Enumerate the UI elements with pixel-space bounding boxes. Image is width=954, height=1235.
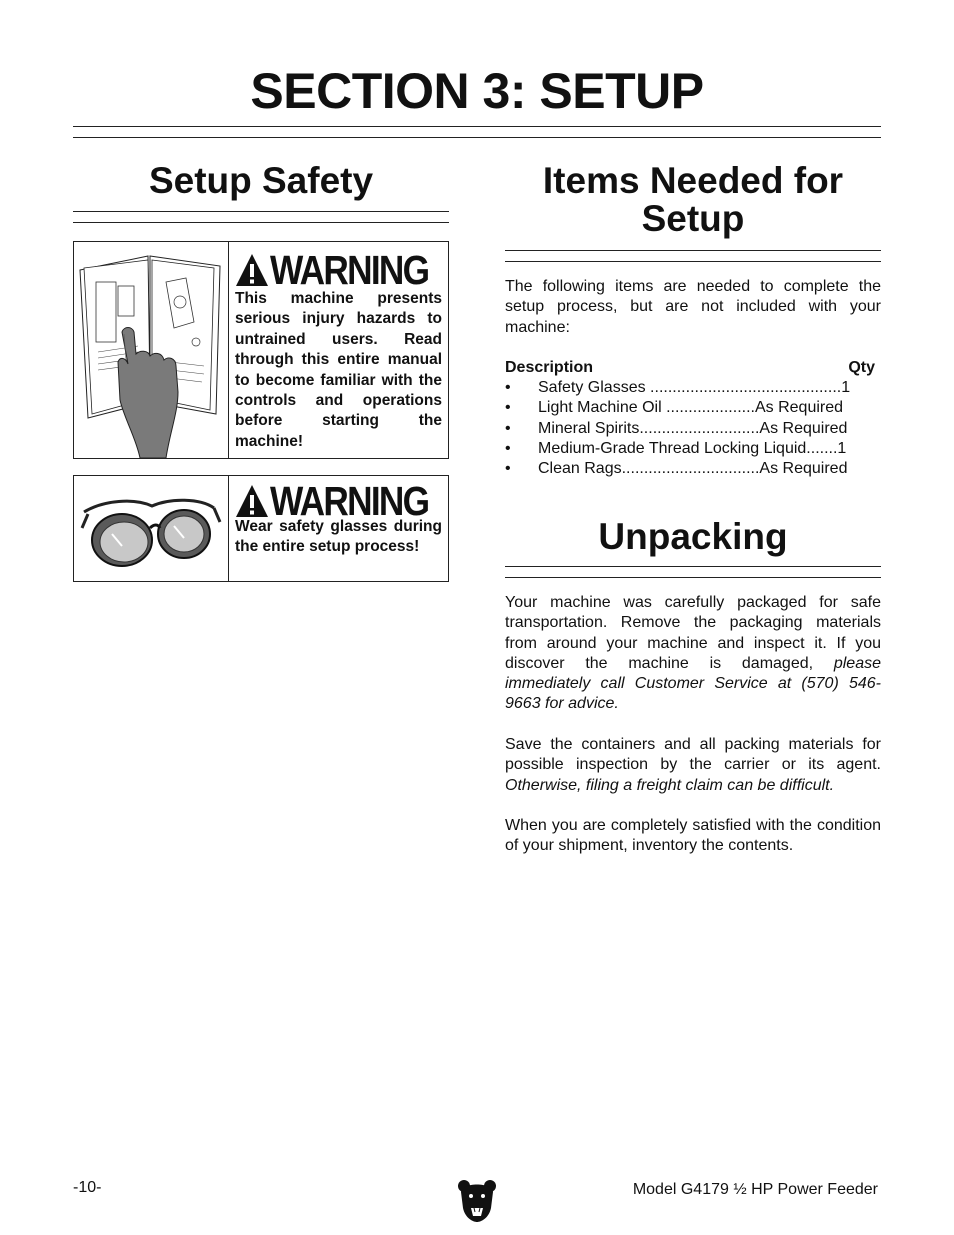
item-name: Medium-Grade Thread Locking Liquid <box>538 439 807 457</box>
item-leader: ....... <box>806 439 838 457</box>
divider <box>505 566 881 567</box>
page-number: -10- <box>73 1179 102 1196</box>
bear-head-logo-icon <box>457 1178 497 1222</box>
unpacking-paragraph-2 <box>505 735 881 796</box>
divider <box>73 137 881 138</box>
item-leader: ............................... <box>621 459 760 477</box>
warning-header <box>234 248 454 292</box>
divider <box>73 222 449 223</box>
item-line <box>538 419 875 439</box>
item-qty: As Required <box>759 419 848 437</box>
unpacking-p2-italic: Otherwise, filing a freight claim can be difficult. <box>505 776 835 794</box>
items-needed-heading-line1: Items Needed for <box>542 160 844 201</box>
divider <box>73 126 881 127</box>
warning-box-glasses <box>73 475 449 582</box>
item-name: Light Machine Oil <box>538 399 662 417</box>
warning-label: WARNING <box>270 247 429 293</box>
warning-box-manual <box>73 241 449 459</box>
divider <box>505 261 881 262</box>
unpacking-p1-italic: please immediately call Customer Service at (570) 546-9663 for advice. <box>505 654 881 713</box>
item-leader: ........................... <box>639 419 760 437</box>
items-intro: The following items are needed to complete the setup process, but are not included with your machine: <box>505 278 881 336</box>
unpacking-heading: Unpacking <box>598 516 788 557</box>
item-name: Mineral Spirits <box>538 419 640 437</box>
item-bullet: • <box>505 459 511 477</box>
item-qty: 1 <box>841 379 851 397</box>
divider <box>505 250 881 251</box>
setup-safety-heading: Setup Safety <box>148 160 374 201</box>
open-manual-pointing-hand-icon <box>74 242 228 458</box>
items-table-row <box>505 378 875 398</box>
items-table-row <box>505 419 875 439</box>
warning-triangle-icon <box>234 252 270 288</box>
divider <box>505 577 881 578</box>
item-line <box>538 398 875 418</box>
items-table-row <box>505 439 875 459</box>
item-line <box>538 459 875 479</box>
item-leader: ........................................... <box>645 379 842 397</box>
col-description: Description <box>505 359 594 376</box>
item-line <box>538 439 875 459</box>
warning-text: This machine presents serious injury hazards to untrained users. Read through this entire manual to become familiar with the controls and operations before starting the machine! <box>235 290 442 450</box>
col-qty: Qty <box>848 359 875 376</box>
item-leader: .................... <box>661 399 755 417</box>
item-bullet: • <box>505 379 511 397</box>
item-qty: As Required <box>759 459 848 477</box>
safety-glasses-icon <box>74 476 228 581</box>
item-line <box>538 378 875 398</box>
warning-triangle-icon <box>234 483 270 519</box>
unpacking-p2-text: Save the containers and all packing materials for possible inspection by the carrier or its agent. <box>505 736 881 774</box>
item-bullet: • <box>505 399 511 417</box>
item-qty: 1 <box>837 439 847 457</box>
item-qty: As Required <box>754 399 844 417</box>
item-bullet: • <box>505 419 511 437</box>
item-name: Safety Glasses <box>538 379 646 397</box>
unpacking-paragraph-3: When you are completely satisfied with the condition of your shipment, inventory the contents. <box>505 817 881 855</box>
glasses-illustration <box>74 476 229 581</box>
unpacking-p1-text: Your machine was carefully packaged for safe transportation. Remove the packaging materials from around your machine and inspect it. If you discover the machine is damaged, <box>505 594 881 672</box>
warning-text: Wear safety glasses during the entire setup process! <box>235 518 442 556</box>
items-table <box>505 358 875 479</box>
model-line: Model G4179 ½ HP Power Feeder <box>632 1181 878 1198</box>
item-bullet: • <box>505 439 511 457</box>
warning-label: WARNING <box>270 478 429 524</box>
manual-illustration <box>74 242 229 458</box>
items-needed-heading-line2: Setup <box>641 198 745 239</box>
items-table-row <box>505 398 875 418</box>
items-needed-heading <box>505 162 881 238</box>
item-name: Clean Rags <box>538 459 622 477</box>
items-table-row <box>505 459 875 479</box>
divider <box>73 211 449 212</box>
items-table-header <box>505 358 875 378</box>
section-title: SECTION 3: SETUP <box>250 63 704 119</box>
unpacking-paragraph-1 <box>505 593 881 715</box>
